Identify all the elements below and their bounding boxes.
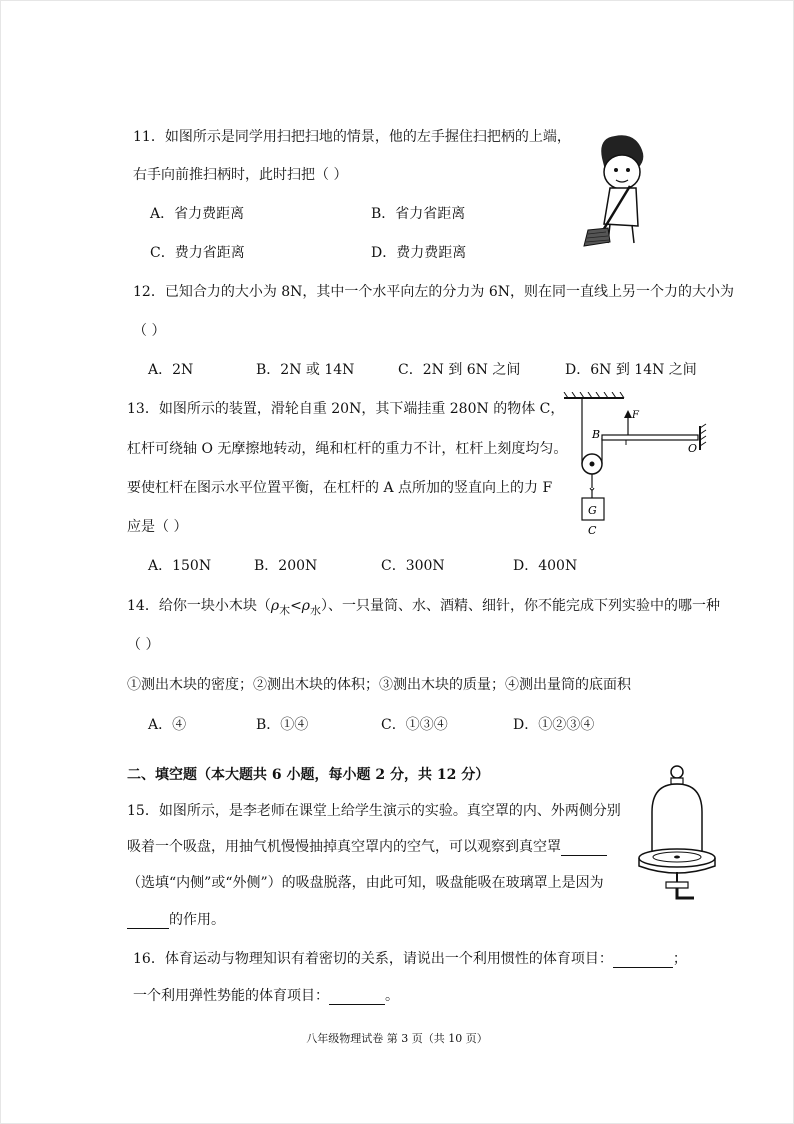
rho-symbol-wood: ρ [270, 598, 280, 614]
q13-option-d: D．400N [513, 558, 578, 574]
q11-line-2: 右手向前推扫柄时，此时扫把（ ） [133, 167, 348, 183]
q15-line-2 [127, 838, 607, 856]
q14-option-d: D．①②③④ [513, 717, 595, 733]
q12-option-a: A．2N [148, 362, 194, 378]
q15-line-3: （选填“内侧”或“外侧”）的吸盘脱落，由此可知，吸盘能吸在玻璃罩上是因为 [127, 875, 604, 891]
rho-subscript-water: 水 [310, 603, 322, 617]
q12-line-1: 12．已知合力的大小为 8N，其中一个水平向左的分力为 6N，则在同一直线上另一个力的大小为 [133, 284, 735, 300]
q12-option-c: C．2N 到 6N 之间 [398, 362, 521, 378]
q13-option-a: A．150N [148, 558, 212, 574]
point-label-b: B [592, 428, 601, 441]
q16-line-2 [133, 987, 399, 1005]
q15-line-4 [127, 911, 225, 929]
q16-line-2-end: 。 [385, 988, 399, 1004]
pulley-lever-diagram [560, 392, 720, 542]
q14-line-3: ①测出木块的密度；②测出木块的体积；③测出木块的质量；④测出量筒的底面积 [127, 677, 631, 693]
q12-option-b: B．2N 或 14N [256, 362, 355, 378]
q15-blank-2[interactable] [127, 914, 169, 929]
q16-line-1 [133, 950, 687, 968]
q11-option-c: C．费力省距离 [150, 245, 245, 261]
q13-line-3: 要使杠杆在图示水平位置平衡，在杠杆的 A 点所加的竖直向上的力 F [127, 480, 553, 496]
q15-line-2-text: 吸着一个吸盘，用抽气机慢慢抽掉真空罩内的空气，可以观察到真空罩 [127, 839, 561, 855]
q16-line-2-text: 一个利用弹性势能的体育项目： [133, 988, 329, 1004]
q12-option-d: D．6N 到 14N 之间 [565, 362, 697, 378]
q16-line-1-end: ； [672, 951, 687, 967]
q16-blank-1[interactable] [613, 953, 673, 968]
vacuum-bell-jar-illustration [632, 762, 722, 912]
pivot-label-o: O [688, 442, 698, 455]
q13-line-4: 应是（ ） [127, 519, 188, 535]
q11-line-1: 11．如图所示是同学用扫把扫地的情景，他的左手握住扫把柄的上端， [133, 129, 571, 145]
q14-line-1 [127, 597, 720, 620]
q14-line-1-start: 14．给你一块小木块（ [127, 598, 271, 614]
q14-line-2: （ ） [127, 637, 160, 653]
force-label-f: F [632, 410, 639, 421]
q13-option-b: B．200N [254, 558, 318, 574]
rho-subscript-wood: 木 [279, 603, 291, 617]
less-than-sign: < [290, 598, 302, 614]
q14-line-1-end: ）、一只量筒、水、酒精、细针，你不能完成下列实验中的哪一种 [321, 598, 721, 614]
sweeping-student-illustration [580, 128, 660, 248]
weight-label-g: G [588, 504, 597, 517]
page-footer: 八年级物理试卷 第 3 页（共 10 页） [306, 1032, 488, 1045]
q16-blank-2[interactable] [329, 990, 385, 1005]
q15-line-1: 15．如图所示，是李老师在课堂上给学生演示的实验。真空罩的内、外两侧分别 [127, 803, 621, 819]
q13-option-c: C．300N [381, 558, 445, 574]
q13-line-2: 杠杆可绕轴 O 无摩擦地转动，绳和杠杆的重力不计，杠杆上刻度均匀。 [127, 441, 568, 457]
section-2-title: 二、填空题（本大题共 6 小题，每小题 2 分，共 12 分） [127, 767, 490, 783]
q12-line-2: （ ） [133, 323, 166, 339]
q13-line-1: 13．如图所示的装置，滑轮自重 20N，其下端挂重 280N 的物体 C， [127, 401, 565, 417]
q15-blank-1[interactable] [561, 841, 607, 856]
q11-option-a: A．省力费距离 [150, 206, 245, 222]
q14-option-c: C．①③④ [381, 717, 448, 733]
object-label-c: C [588, 524, 597, 537]
q11-option-d: D．费力费距离 [371, 245, 467, 261]
q15-line-4-text: 的作用。 [169, 912, 225, 928]
q16-line-1-text: 16．体育运动与物理知识有着密切的关系，请说出一个利用惯性的体育项目： [133, 951, 613, 967]
q11-option-b: B．省力省距离 [371, 206, 466, 222]
rho-symbol-water: ρ [301, 598, 311, 614]
q14-option-a: A．④ [148, 717, 187, 733]
q14-option-b: B．①④ [256, 717, 309, 733]
